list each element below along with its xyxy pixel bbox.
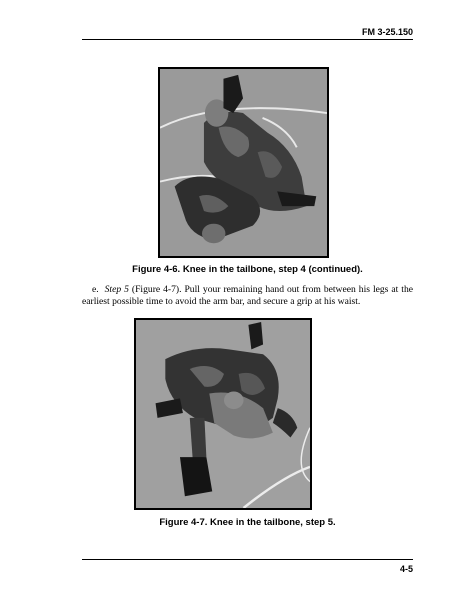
figure-4-6-image bbox=[160, 69, 327, 256]
footer-divider bbox=[82, 559, 413, 560]
manual-code: FM 3-25.150 bbox=[361, 27, 413, 37]
figure-4-7-caption: Figure 4-7. Knee in the tailbone, step 5. bbox=[159, 517, 336, 528]
step-label: Step 5 bbox=[104, 284, 129, 295]
figure-4-7-image bbox=[136, 320, 310, 508]
figure-4-6-photo bbox=[158, 67, 329, 258]
paragraph-text: (Figure 4-7). Pull your remaining hand out from between his legs at the earliest possible time to avoid the arm bar, and secure a grip at his waist. bbox=[82, 284, 413, 307]
paragraph-marker: e. bbox=[92, 284, 99, 295]
header-divider bbox=[82, 39, 413, 40]
page-number: 4-5 bbox=[399, 564, 413, 574]
figure-4-6-caption: Figure 4-6. Knee in the tailbone, step 4 (continued). bbox=[132, 264, 363, 275]
figure-4-7-photo bbox=[134, 318, 312, 510]
step-5-paragraph bbox=[82, 284, 413, 307]
